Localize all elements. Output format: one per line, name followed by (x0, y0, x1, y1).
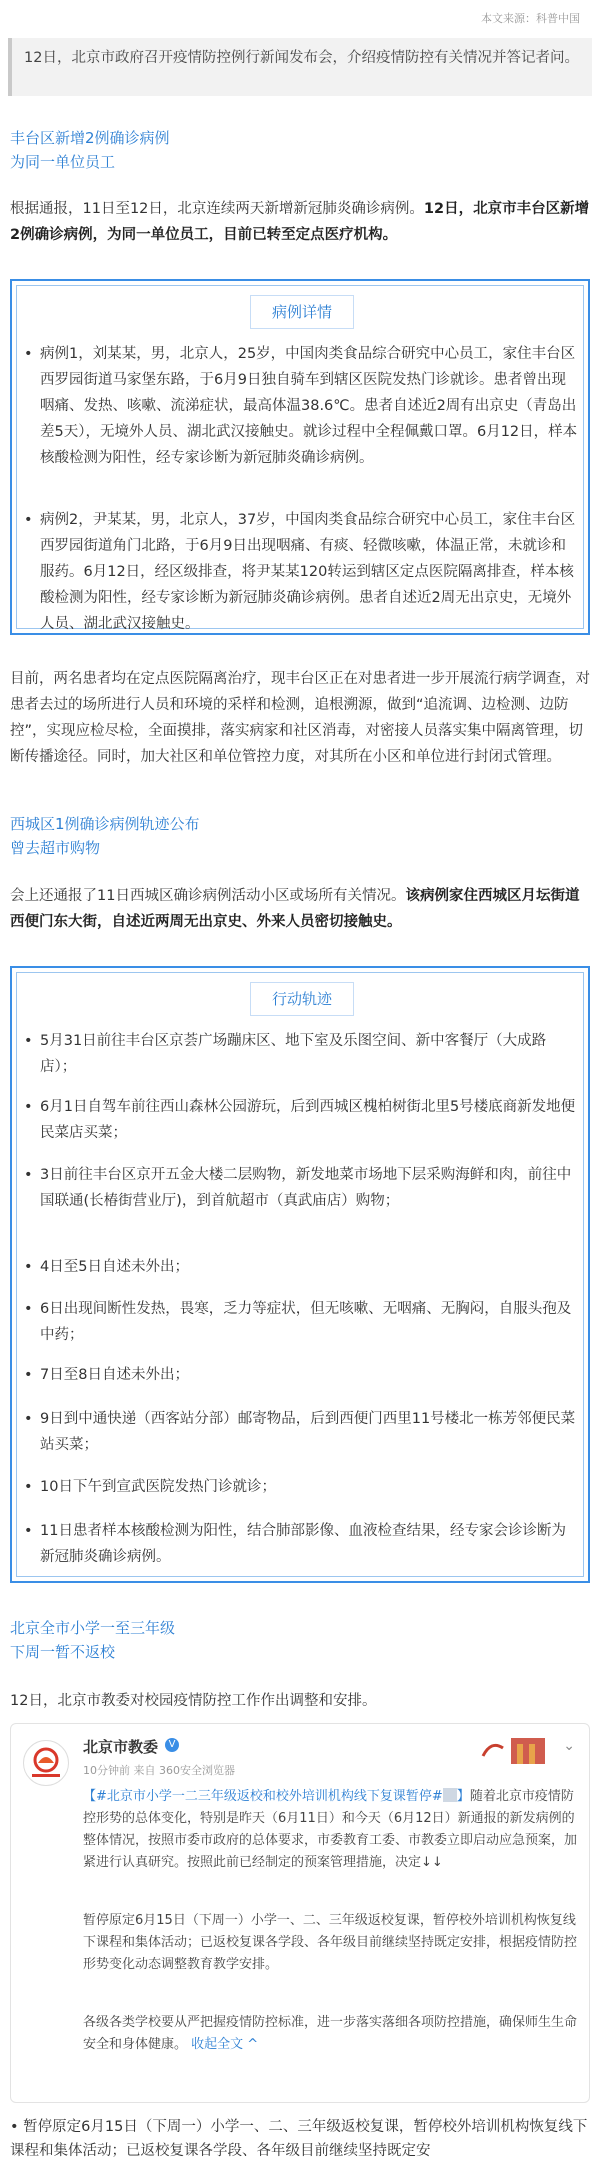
topic-highlight-icon (443, 1788, 457, 1802)
section1-paragraph-text: 根据通报，11日至12日，北京连续两天新增新冠肺炎确诊病例。 (10, 201, 424, 217)
bullet-icon: • (24, 1523, 33, 1539)
section2-paragraph-text: 会上还通报了11日西城区确诊病例活动小区或场所有关情况。 (10, 888, 406, 904)
track-item-text: 7日至8日自述未外出； (40, 1367, 189, 1383)
track-item-text: 6月1日自驾车前往西山森林公园游玩，后到西城区槐柏树街北里5号楼底商新发地便民菜店买菜； (40, 1099, 576, 1141)
track-item (24, 1028, 580, 1080)
track-item-text: 3日前往丰台区京开五金大楼二层购物，新发地菜市场地下层采购海鲜和肉，前往中国联通(长椿街营业厅)，到首航超市（真武庙店）购物； (40, 1167, 572, 1209)
case-item (24, 507, 580, 637)
post-text-2: 暂停原定6月15日（下周一）小学一、二、三年级返校复课，暂停校外培训机构恢复线下课程和集体活动；已返校复课各学段、各年级目前继续坚持既定安排，根据疫情防控形势变化动态调整教育教学安排。 (83, 1913, 578, 1972)
track-item-text: 4日至5日自述未外出； (40, 1259, 189, 1275)
topic-link[interactable]: 【#北京市小学一二三年级返校和校外培训机构线下复课暂停# (83, 1789, 443, 1804)
chevron-down-icon[interactable]: ⌄ (563, 1738, 575, 1754)
section2-paragraph-bold: 该病例家住西城区月坛街道西便门东大街，自述近两周无出京史、外来人员密切接触史。 (10, 888, 580, 930)
track-item (24, 1254, 580, 1280)
section3-heading-line2: 下周一暂不返校 (10, 1643, 116, 1661)
tail-bullet (10, 2115, 590, 2163)
post-meta: 10分钟前 来自 360安全浏览器 (83, 1764, 235, 1777)
section3-heading-line1: 北京全市小学一至三年级 (10, 1619, 176, 1637)
account-logo-icon[interactable] (23, 1740, 69, 1786)
collapse-link[interactable]: 收起全文 ^ (191, 2037, 259, 2052)
section2-heading-line1: 西城区1例确诊病例轨迹公布 (10, 815, 200, 833)
intro-summary: 12日，北京市政府召开疫情防控例行新闻发布会，介绍疫情防控有关情况并答记者问。 (8, 38, 592, 96)
source-credit: 本文来源：科普中国 (481, 12, 580, 25)
case-item-text: 病例2，尹某某，男，北京人，37岁，中国肉类食品综合研究中心员工，家住丰台区西罗园街道角门北路，于6月9日出现咽痛、有痰、轻微咳嗽，体温正常，未就诊和服药。6月12日，经区级排查，将尹某某120转运到辖区定点医院隔离排查，样本核酸检测为阳性，经专家诊断为新冠肺炎确诊病例。患者自述近2周无出京史，无境外人员、湖北武汉接触史。 (40, 512, 576, 632)
track-item (24, 1162, 580, 1214)
action-track-title: 行动轨迹 (250, 982, 354, 1016)
track-item-text: 11日患者样本核酸检测为阳性，结合肺部影像、血液检查结果，经专家会诊诊断为新冠肺炎确诊病例。 (40, 1523, 566, 1565)
track-item (24, 1094, 580, 1146)
case-item-text: 病例1，刘某某，男，北京人，25岁，中国肉类食品综合研究中心员工，家住丰台区西罗园街道马家堡东路，于6月9日独自骑车到辖区医院发热门诊就诊。患者曾出现咽痛、发热、咳嗽、流涕症状，最高体温38.6℃。患者自述近2周有出京史（青岛出差5天），无境外人员、湖北武汉接触史。就诊过程中全程佩戴口罩。6月12日，样本核酸检测为阳性，经专家诊断为新冠肺炎确诊病例。 (40, 346, 578, 466)
section2-paragraph (10, 883, 590, 935)
track-item-text: 6日出现间断性发热，畏寒，乏力等症状，但无咳嗽、无咽痛、无胸闷，自服头孢及中药； (40, 1301, 572, 1343)
verified-icon: V (165, 1738, 179, 1752)
bullet-icon: • (24, 1167, 33, 1183)
bullet-icon: • (24, 1301, 33, 1317)
track-item (24, 1296, 580, 1348)
bullet-icon: • (24, 1479, 33, 1495)
section3-paragraph: 12日，北京市教委对校园疫情防控工作作出调整和安排。 (10, 1693, 377, 1709)
case-details-title: 病例详情 (250, 295, 354, 329)
bullet-icon: • (24, 346, 33, 362)
bullet-icon: • (24, 512, 33, 528)
track-item (24, 1518, 580, 1570)
case-details-box (10, 279, 590, 635)
section1-paragraph-bold: 12日，北京市丰台区新增2例确诊病例，为同一单位员工，目前已转至定点医疗机构。 (10, 201, 590, 243)
red-decoration-icon (481, 1734, 549, 1768)
post-text-main (83, 1786, 577, 1874)
section1-followup-paragraph: 目前，两名患者均在定点医院隔离治疗，现丰台区正在对患者进一步开展流行病学调查，对患者去过的场所进行人员和环境的采样和检测，追根溯源，做到“追流调、边检测、边防控”，实现应检尽检，全面摸排，落实病家和社区消毒，对密接人员落实集中隔离管理，切断传播途径。同时，加大社区和单位管控力度，对其所在小区和单位进行封闭式管理。 (10, 671, 590, 765)
tail-bullet-text: 暂停原定6月15日（下周一）小学一、二、三年级返校复课，暂停校外培训机构恢复线下课程和集体活动；已返校复课各学段、各年级目前继续坚持既定安 (10, 2119, 588, 2159)
bullet-icon: • (10, 2119, 24, 2135)
topic-close: 】 (456, 1789, 470, 1804)
track-item-text: 5月31日前往丰台区京荟广场蹦床区、地下室及乐图空间、新中客餐厅（大成路店）； (40, 1033, 547, 1075)
bullet-icon: • (24, 1099, 33, 1115)
section1-heading-line1: 丰台区新增2例确诊病例 (10, 129, 170, 147)
track-item-text: 9日到中通快递（西客站分部）邮寄物品，后到西便门西里11号楼北一栋芳邻便民菜站买菜； (40, 1411, 576, 1453)
bullet-icon: • (24, 1367, 33, 1383)
case-item (24, 341, 580, 471)
track-item-text: 10日下午到宣武医院发热门诊就诊； (40, 1479, 276, 1495)
track-item (24, 1406, 580, 1458)
section1-paragraph (10, 196, 590, 248)
account-name[interactable]: 北京市教委 (83, 1738, 159, 1756)
section2-heading-line2: 曾去超市购物 (10, 839, 101, 857)
post-text-3 (83, 2012, 577, 2056)
bullet-icon: • (24, 1411, 33, 1427)
section1-heading-line2: 为同一单位员工 (10, 153, 116, 171)
track-item (24, 1362, 580, 1388)
bullet-icon: • (24, 1259, 33, 1275)
post-text-3-body: 各级各类学校要从严把握疫情防控标准，进一步落实落细各项防控措施，确保师生生命安全和身体健康。 (83, 2015, 578, 2052)
weibo-card (10, 1723, 590, 2103)
bullet-icon: • (24, 1033, 33, 1049)
action-track-box (10, 966, 590, 1583)
track-item (24, 1474, 580, 1500)
post-text-1: 随着北京市疫情防控形势的总体变化，特别是昨天（6月11日）和今天（6月12日）新通报的新发病例的整体情况，按照市委市政府的总体要求，市委教育工委、市教委立即启动应急预案，加紧进行认真研究。按照此前已经制定的预案管理措施，决定↓↓ (83, 1789, 578, 1870)
